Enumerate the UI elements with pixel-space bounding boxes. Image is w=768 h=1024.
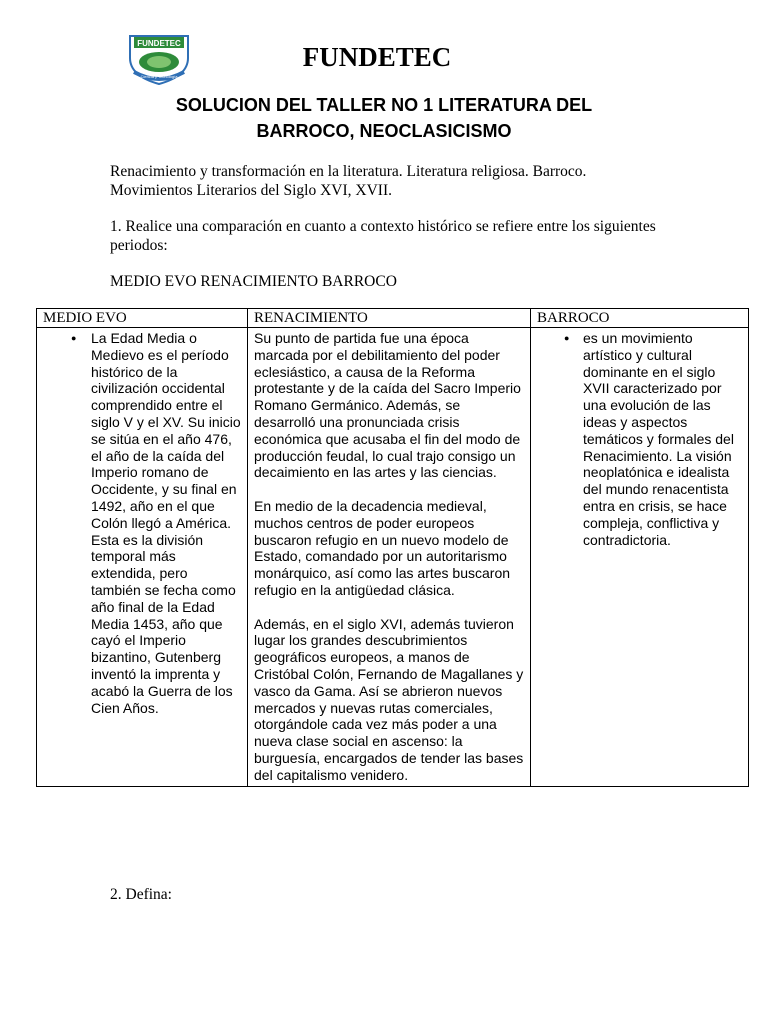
table-row [37,328,749,787]
question-1: 1. Realice una comparación en cuanto a contexto histórico se refiere entre los siguientes periodos: [110,218,656,254]
document-title [60,92,708,144]
renacimiento-paragraph-3: Además, en el siglo XVI, además tuvieron lugar los grandes descubrimientos geográficos europeos, a manos de Cristóbal Colón, Fernando de Magallanes y vasco da Gama. Así se abrieron nuevos mercados y nuevas rutas comerciales, otorgándole cada vez más poder a una nueva clase social en ascenso: la burguesía, encargados de tender las bases del capitalismo venidero. [254,615,524,783]
barroco-text: ● es un movimiento artístico y cultural dominante en el siglo XVII caracterizado por una evolución de las ideas y aspectos temáticos y formales del Renacimiento. La visión neoplatónica e idealista del mundo renacentista entra en crisis, se hace compleja, conflictiva y contradictoria. [583,330,742,548]
header-medio-evo: MEDIO EVO [37,309,248,328]
renacimiento-paragraph-1: Su punto de partida fue una época marcada por el debilitamiento del poder eclesiástico, a causa de la Reforma protestante y de la caída del Sacro Imperio Romano Germánico. Además, se desarrolló una pronunciada crisis económica que acusaba el fin del modo de producción feudal, lo cual trajo consigo un decaimiento en las artes y las ciencias. [254,330,521,481]
comparison-table [36,308,749,787]
cell-medio-evo [37,328,248,787]
cell-renacimiento [248,328,531,787]
document-title-line-1: SOLUCION DEL TALLER NO 1 LITERATURA DEL [175,95,593,115]
header-renacimiento: RENACIMIENTO [248,309,531,328]
logo-text: FUNDETEC [137,39,181,48]
org-title: FUNDETEC [302,42,452,72]
cell-barroco [531,328,749,787]
intro-paragraph: Renacimiento y transformación en la literatura. Literatura religiosa. Barroco. Movimientos Literarios del Siglo XVI, XVII. [110,163,587,199]
question-2: 2. Defina: [110,886,172,903]
document-title-line-2: BARROCO, NEOCLASICISMO [256,121,512,141]
periods-line: MEDIO EVO RENACIMIENTO BARROCO [110,273,397,290]
medio-evo-text: ● La Edad Media o Medievo es el período histórico de la civilización occidental comprendido entre el siglo V y el XV. Su inicio se sitúa en el año 476, el año de la caída del Imperio romano de Occidente, y su final en 1492, año en el que Colón llegó a América. Esta es la división temporal más extendida, pero también se fecha como año final de la Edad Media 1453, año que cayó el Imperio bizantino, Gutenberg inventó la imprenta y acabó la Guerra de los Cien Años. [91,330,241,716]
logo-motto: Ciencia y Tecnología [140,74,178,79]
header-barroco: BARROCO [531,309,749,328]
renacimiento-paragraph-2: En medio de la decadencia medieval, muchos centros de poder europeos buscaron refugio en un nuevo modelo de Estado, comandado por un autoritarismo monárquico, así como las artes buscaron refugio en la antigüedad clásica. [254,497,511,598]
table-header-row [37,309,749,328]
